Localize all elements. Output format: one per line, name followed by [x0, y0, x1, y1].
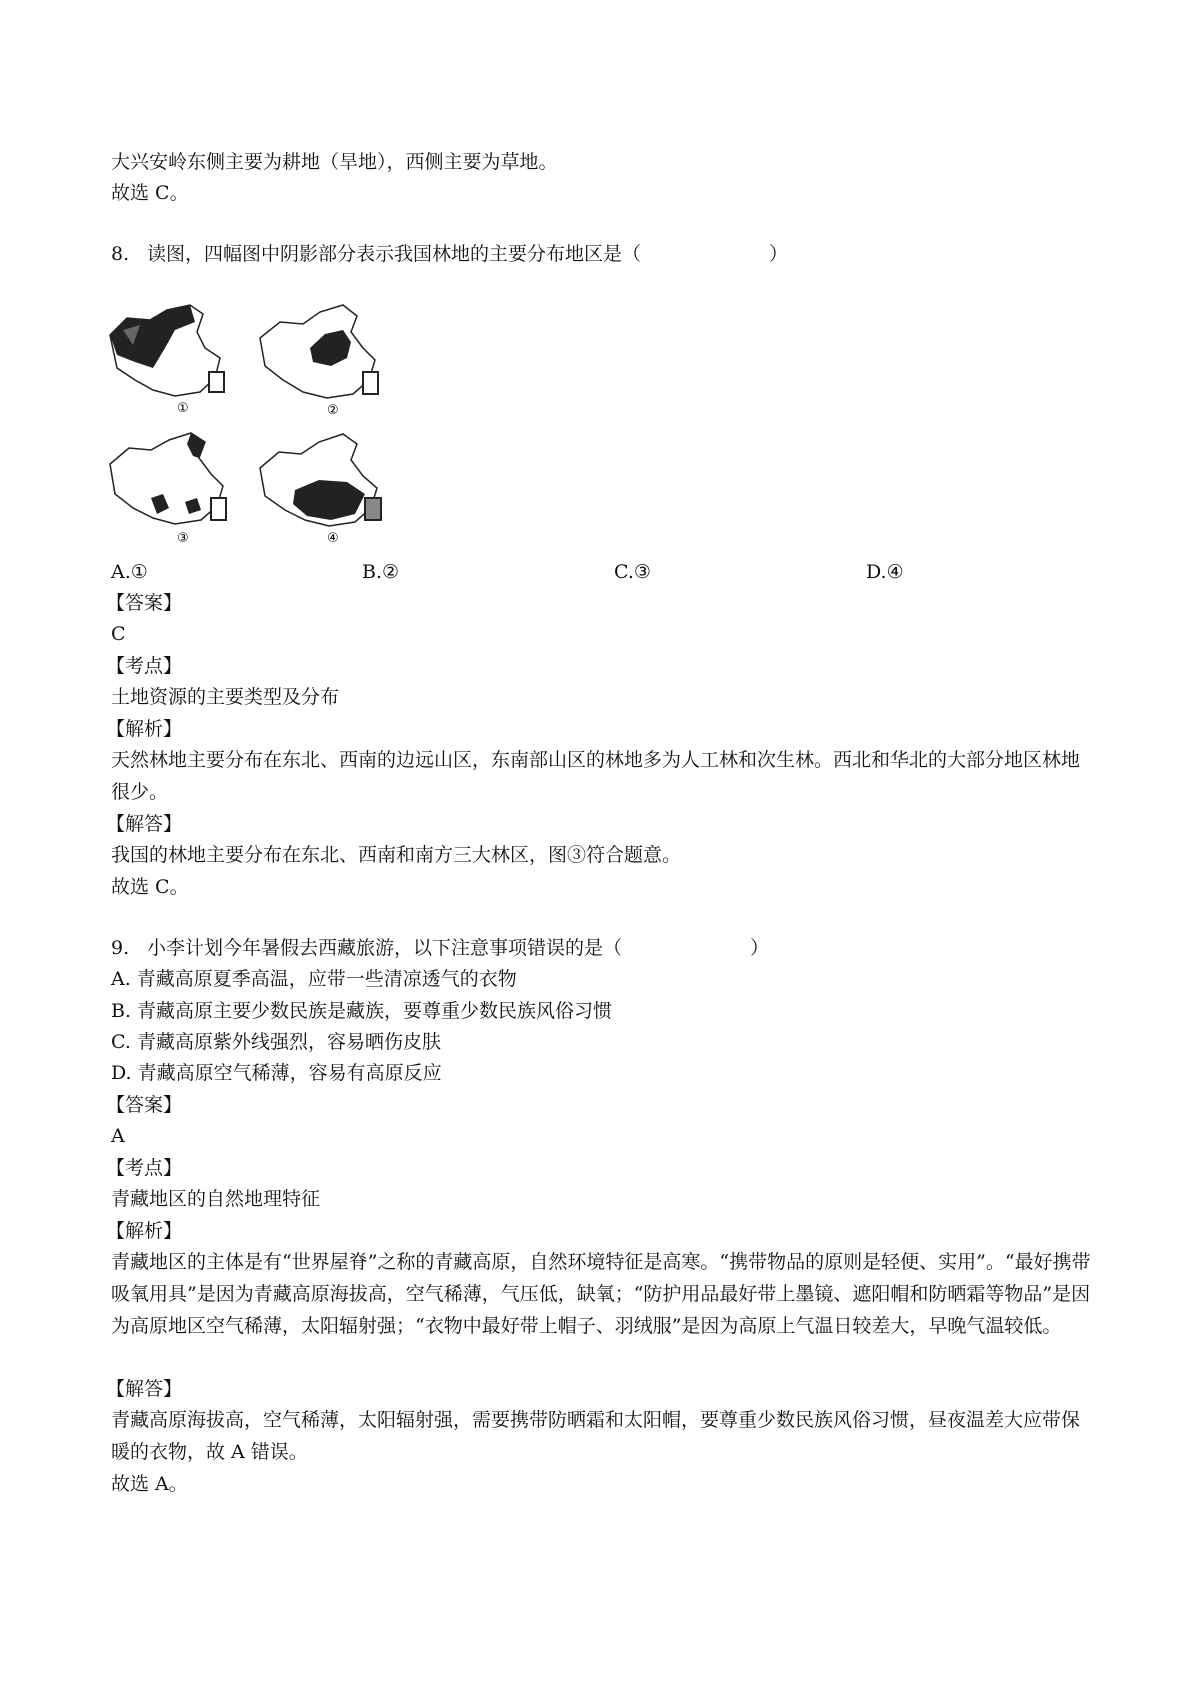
q8-solution-heading: 【解答】	[106, 813, 183, 835]
q8-option-a: A.①	[111, 561, 148, 583]
q9-solution-heading: 【解答】	[106, 1378, 183, 1400]
q8-option-c: C.③	[614, 561, 651, 583]
q9-analysis: 青藏地区的主体是有“世界屋脊”之称的青藏高原，自然环境特征是高寒。“携带物品的原则是轻便、实用”。“最好携带吸氧用具”是因为青藏高原海拔高，空气稀薄，气压低，缺氧；“防护用品最好带上墨镜、遮阳帽和防晒霜等物品”是因为高原地区空气稀薄，太阳辐射强；“衣物中最好带上帽子、羽绒服”是因为高原上气温日较差大，早晚气温较低。	[111, 1251, 1091, 1337]
q8-stem	[111, 241, 788, 267]
q9-choice: 故选 A。	[111, 1473, 188, 1495]
q9-option-b: B. 青藏高原主要少数民族是藏族，要尊重少数民族风俗习惯	[111, 1000, 613, 1022]
q8-option-b: B.②	[362, 561, 400, 583]
q9-answer: A	[111, 1125, 125, 1147]
q8-solution: 我国的林地主要分布在东北、西南和南方三大林区，图③符合题意。	[111, 844, 682, 866]
q8-answer-heading: 【答案】	[106, 592, 183, 614]
q9-answer-heading: 【答案】	[106, 1094, 183, 1116]
q9-option-d: D. 青藏高原空气稀薄，容易有高原反应	[111, 1062, 442, 1084]
q8-number: 8.	[111, 243, 130, 265]
q8-answer: C	[111, 623, 126, 645]
q9-option-c: C. 青藏高原紫外线强烈，容易晒伤皮肤	[111, 1031, 441, 1053]
q8-option-d: D.④	[866, 561, 904, 583]
q9-close: ）	[750, 937, 770, 959]
q8-close: ）	[769, 243, 789, 265]
q9-point: 青藏地区的自然地理特征	[111, 1188, 321, 1210]
q9-analysis-heading: 【解析】	[106, 1220, 183, 1242]
q8-choice: 故选 C。	[111, 876, 189, 898]
q9-number: 9.	[111, 937, 130, 959]
q8-stem-text: 读图，四幅图中阴影部分表示我国林地的主要分布地区是（	[147, 243, 642, 265]
map-3-label: ③	[177, 531, 189, 546]
map-1	[110, 305, 224, 416]
q8-analysis: 天然林地主要分布在东北、西南的边远山区，东南部山区的林地多为人工林和次生林。西北和华北的大部分地区林地很少。	[111, 749, 1081, 803]
map-3	[110, 433, 226, 546]
q8-analysis-heading: 【解析】	[106, 718, 183, 740]
q9-point-heading: 【考点】	[106, 1157, 183, 1179]
prev-choice: 故选 C。	[111, 182, 189, 204]
map-2-label: ②	[327, 403, 339, 418]
q9-stem	[111, 935, 769, 961]
q8-point: 土地资源的主要类型及分布	[111, 686, 340, 708]
map-4	[260, 434, 381, 546]
map-4-label: ④	[327, 531, 339, 546]
prev-explanation: 大兴安岭东侧主要为耕地（旱地），西侧主要为草地。	[111, 151, 558, 173]
q8-point-heading: 【考点】	[106, 655, 183, 677]
q9-solution: 青藏高原海拔高，空气稀薄，太阳辐射强，需要携带防晒霜和太阳帽，要尊重少数民族风俗习惯，昼夜温差大应带保暖的衣物，故 A 错误。	[111, 1409, 1081, 1463]
q8-maps-figure	[105, 300, 431, 554]
q9-stem-text: 小李计划今年暑假去西藏旅游，以下注意事项错误的是（	[147, 937, 623, 959]
map-2	[260, 305, 378, 418]
map-1-label: ①	[177, 401, 189, 416]
q9-option-a: A. 青藏高原夏季高温，应带一些清凉透气的衣物	[111, 968, 517, 990]
